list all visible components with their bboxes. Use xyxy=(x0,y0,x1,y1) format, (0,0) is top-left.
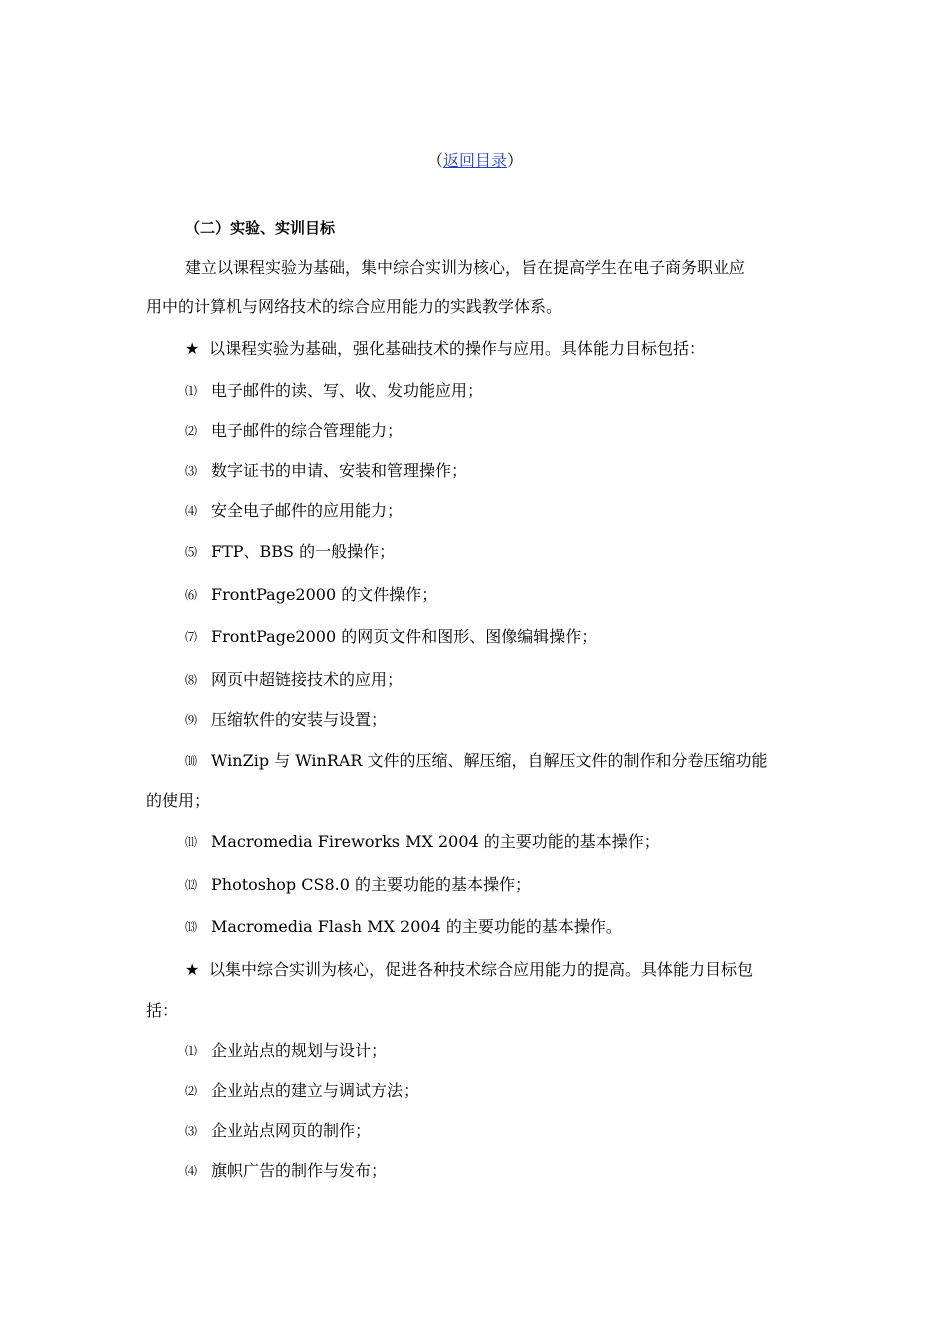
item-text: 电子邮件的综合管理能力； xyxy=(211,421,404,440)
item-text: 网页中超链接技术的应用； xyxy=(211,670,404,689)
item-number: ⑶ xyxy=(185,464,198,478)
list-item-continuation xyxy=(146,791,210,811)
item-text: FrontPage2000 的网页文件和图形、图像编辑操作； xyxy=(211,627,598,646)
item-number: ⑶ xyxy=(185,1124,198,1138)
back-to-toc xyxy=(0,151,950,171)
group2-lead-text: 以集中综合实训为核心，促进各种技术综合应用能力的提高。具体能力目标包 xyxy=(209,960,754,979)
list-item xyxy=(185,627,597,647)
item-number: ⑹ xyxy=(185,588,198,602)
item-text: 电子邮件的读、写、收、发功能应用； xyxy=(211,381,484,400)
intro-line-1: 建立以课程实验为基础，集中综合实训为核心，旨在提高学生在电子商务职业应 xyxy=(185,258,746,277)
item-number: ⒀ xyxy=(185,920,198,934)
item-number: ⑼ xyxy=(185,713,198,727)
item-number: ⑾ xyxy=(185,835,198,849)
item-number: ⑷ xyxy=(185,1164,198,1178)
list-item xyxy=(185,1161,387,1181)
list-item xyxy=(185,1041,387,1061)
list-item xyxy=(185,710,387,730)
item-number: ⑺ xyxy=(185,630,198,644)
open-paren: （ xyxy=(426,151,443,170)
item-text: Macromedia Flash MX 2004 的主要功能的基本操作。 xyxy=(211,917,622,936)
list-item xyxy=(185,751,768,771)
close-paren: ） xyxy=(507,151,524,170)
item-text: Photoshop CS8.0 的主要功能的基本操作； xyxy=(211,875,531,894)
list-item xyxy=(185,875,531,895)
item-text: 安全电子邮件的应用能力； xyxy=(211,501,404,520)
group2-lead-continuation: 括： xyxy=(146,1001,179,1020)
list-item xyxy=(185,585,437,605)
intro-line-2: 用中的计算机与网络技术的综合应用能力的实践教学体系。 xyxy=(146,297,563,316)
list-item xyxy=(185,832,660,852)
item-number: ⑴ xyxy=(185,1044,198,1058)
list-item xyxy=(185,1121,371,1141)
back-to-toc-link[interactable]: 返回目录 xyxy=(442,151,507,170)
item-number: ⑷ xyxy=(185,504,198,518)
group2-lead xyxy=(185,960,753,980)
item-number: ⑸ xyxy=(185,545,198,559)
list-item xyxy=(185,670,403,690)
item-text: WinZip 与 WinRAR 文件的压缩、解压缩，自解压文件的制作和分卷压缩功能 xyxy=(211,751,768,770)
item-text: 旗帜广告的制作与发布； xyxy=(211,1161,388,1180)
list-item xyxy=(185,917,622,937)
item-number: ⑵ xyxy=(185,424,198,438)
item-number: ⑵ xyxy=(185,1084,198,1098)
star-icon: ★ xyxy=(185,339,200,358)
item-text: 的使用； xyxy=(146,791,211,810)
list-item xyxy=(185,421,403,441)
item-text: 数字证书的申请、安装和管理操作； xyxy=(211,461,468,480)
list-item xyxy=(185,461,467,481)
item-text: FTP、BBS 的一般操作； xyxy=(211,542,396,561)
item-text: Macromedia Fireworks MX 2004 的主要功能的基本操作； xyxy=(211,832,660,851)
item-text: 企业站点的建立与调试方法； xyxy=(211,1081,420,1100)
item-text: 企业站点网页的制作； xyxy=(211,1121,372,1140)
item-text: FrontPage2000 的文件操作； xyxy=(211,585,438,604)
group1-lead xyxy=(185,339,705,359)
group1-lead-text: 以课程实验为基础，强化基础技术的操作与应用。具体能力目标包括： xyxy=(209,339,706,358)
item-text: 企业站点的规划与设计； xyxy=(211,1041,388,1060)
item-number: ⑴ xyxy=(185,384,198,398)
list-item xyxy=(185,1081,419,1101)
item-number: ⑻ xyxy=(185,673,198,687)
list-item xyxy=(185,381,483,401)
item-text: 压缩软件的安装与设置； xyxy=(211,710,388,729)
list-item xyxy=(185,501,403,521)
item-number: ⑿ xyxy=(185,878,198,892)
section-heading: （二）实验、实训目标 xyxy=(185,219,336,237)
star-icon: ★ xyxy=(185,960,200,979)
list-item xyxy=(185,542,395,562)
item-number: ⑽ xyxy=(185,754,198,768)
